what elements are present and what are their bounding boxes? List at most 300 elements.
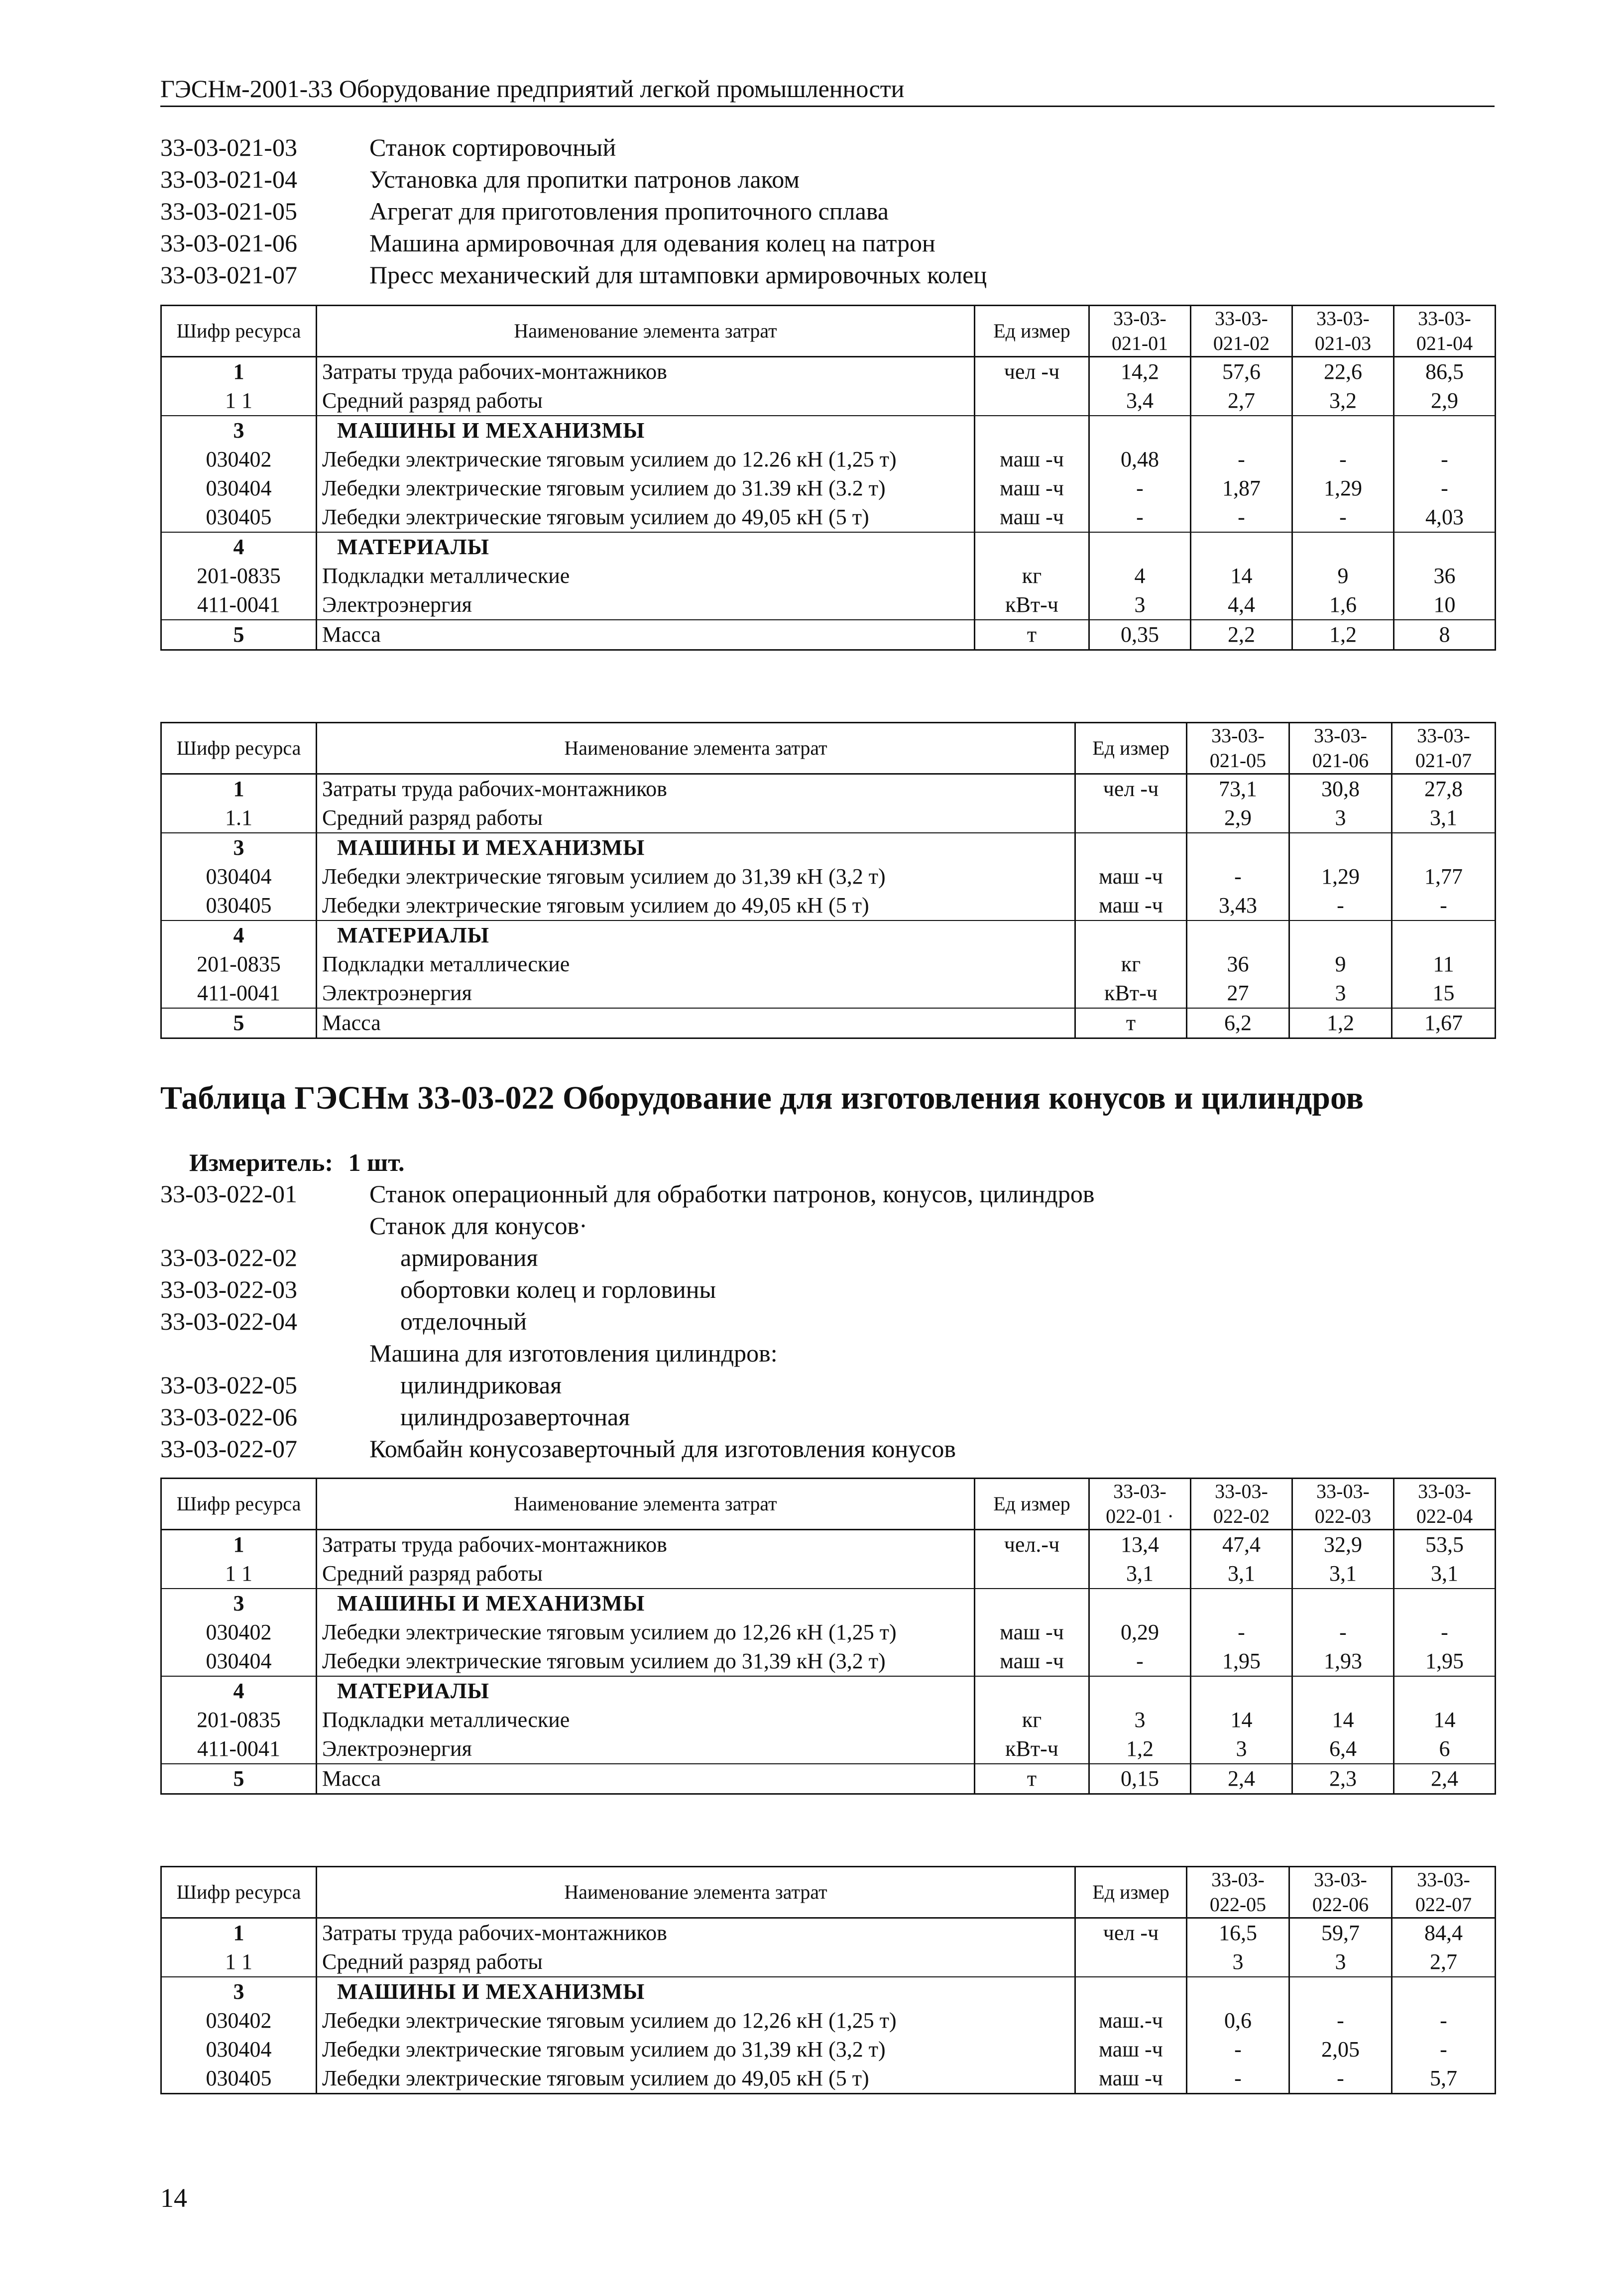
cell-unit: кг bbox=[1075, 950, 1187, 979]
cell-value: 2,05 bbox=[1289, 2035, 1392, 2064]
cell-value: 1,95 bbox=[1191, 1647, 1292, 1676]
cell-value bbox=[1089, 1589, 1191, 1618]
table-row bbox=[161, 891, 1496, 920]
cell-resource-code: 030404 bbox=[161, 1647, 317, 1676]
cell-unit bbox=[975, 1589, 1089, 1618]
list-item bbox=[160, 259, 987, 291]
cell-resource-code: 4 bbox=[161, 1676, 317, 1706]
cell-value: 3,1 bbox=[1394, 1559, 1496, 1589]
list-item-code: 33-03-022-02 bbox=[160, 1244, 297, 1271]
cell-value: 27 bbox=[1187, 979, 1289, 1008]
cell-value: - bbox=[1394, 1618, 1496, 1647]
list-item bbox=[160, 1433, 1094, 1465]
cell-value: 6,2 bbox=[1187, 1008, 1289, 1038]
cell-value: 84,4 bbox=[1392, 1918, 1496, 1948]
cell-value: 36 bbox=[1394, 562, 1496, 590]
cell-value bbox=[1394, 416, 1496, 445]
cell-value: 2,2 bbox=[1191, 620, 1292, 650]
header-norm-code bbox=[1394, 1479, 1496, 1530]
cell-value: 2,4 bbox=[1394, 1764, 1496, 1794]
cell-value: - bbox=[1292, 445, 1394, 474]
header-norm-code-suffix: 021-04 bbox=[1416, 332, 1473, 354]
cell-value: 3,1 bbox=[1292, 1559, 1394, 1589]
list-item bbox=[160, 163, 987, 195]
header-norm-code-prefix: 33-03- bbox=[1215, 1480, 1268, 1502]
cell-unit bbox=[1075, 1977, 1187, 2006]
meter-value: 1 шт. bbox=[348, 1148, 405, 1176]
cell-value: 3 bbox=[1289, 803, 1392, 833]
header-norm-code bbox=[1292, 306, 1394, 357]
cell-value: 3 bbox=[1089, 1706, 1191, 1734]
cell-value: - bbox=[1187, 2035, 1289, 2064]
cell-value bbox=[1187, 920, 1289, 950]
header-unit: Ед измер bbox=[975, 306, 1089, 357]
header-norm-code bbox=[1187, 1867, 1289, 1918]
list-item-code: 33-03-021-07 bbox=[160, 261, 297, 289]
table-row bbox=[161, 1647, 1496, 1676]
cell-resource-code: 030404 bbox=[161, 474, 317, 503]
header-norm-code-prefix: 33-03- bbox=[1211, 1868, 1265, 1891]
header-norm-code bbox=[1292, 1479, 1394, 1530]
list-item-desc: Установка для пропитки патронов лаком bbox=[369, 165, 800, 193]
header-norm-code-prefix: 33-03- bbox=[1417, 1868, 1470, 1891]
header-norm-code bbox=[1289, 1867, 1392, 1918]
cell-value: 14,2 bbox=[1089, 357, 1191, 387]
cell-value bbox=[1089, 416, 1191, 445]
list-item-code: 33-03-022-03 bbox=[160, 1275, 297, 1303]
cell-value: 11 bbox=[1392, 950, 1496, 979]
cell-value bbox=[1292, 416, 1394, 445]
header-code: Шифр ресурса bbox=[161, 1867, 317, 1918]
table-row bbox=[161, 2035, 1496, 2064]
cell-cost-name: Подкладки металлические bbox=[317, 950, 1075, 979]
cell-value: 3,4 bbox=[1089, 386, 1191, 416]
table-row bbox=[161, 1977, 1496, 2006]
header-code: Шифр ресурса bbox=[161, 1479, 317, 1530]
table-row bbox=[161, 1918, 1496, 1948]
cell-section-title: МАШИНЫ И МЕХАНИЗМЫ bbox=[317, 833, 1075, 862]
header-norm-code bbox=[1394, 306, 1496, 357]
table-row bbox=[161, 1618, 1496, 1647]
cell-resource-code: 5 bbox=[161, 1764, 317, 1794]
cell-resource-code: 1 bbox=[161, 1918, 317, 1948]
cell-value: - bbox=[1089, 503, 1191, 532]
resource-code-list-022 bbox=[160, 1178, 1094, 1465]
table-row bbox=[161, 950, 1496, 979]
header-unit: Ед измер bbox=[1075, 1867, 1187, 1918]
header-norm-code bbox=[1191, 1479, 1292, 1530]
cell-resource-code: 1 bbox=[161, 774, 317, 804]
cell-cost-name: Электроэнергия bbox=[317, 979, 1075, 1008]
cell-unit: маш -ч bbox=[1075, 862, 1187, 891]
cell-value: 2,3 bbox=[1292, 1764, 1394, 1794]
header-norm-code-suffix: 022-05 bbox=[1209, 1893, 1267, 1916]
cell-cost-name: Затраты труда рабочих-монтажников bbox=[317, 1918, 1075, 1948]
cell-value: 59,7 bbox=[1289, 1918, 1392, 1948]
resource-code-list-021 bbox=[160, 131, 987, 291]
cell-value: - bbox=[1292, 503, 1394, 532]
header-norm-code-suffix: 022-03 bbox=[1314, 1505, 1372, 1527]
cell-section-title: МАШИНЫ И МЕХАНИЗМЫ bbox=[317, 416, 975, 445]
norm-table-022-01-04 bbox=[160, 1478, 1496, 1795]
table-row bbox=[161, 562, 1496, 590]
cell-resource-code: 3 bbox=[161, 416, 317, 445]
cell-cost-name: Лебедки электрические тяговым усилием до 31,39 кН (3,2 т) bbox=[317, 2035, 1075, 2064]
cell-value: 4,03 bbox=[1394, 503, 1496, 532]
cell-value: 3 bbox=[1089, 590, 1191, 620]
header-norm-code-suffix: 022-02 bbox=[1213, 1505, 1270, 1527]
cell-unit: кВт-ч bbox=[1075, 979, 1187, 1008]
cell-resource-code: 030405 bbox=[161, 503, 317, 532]
table-row bbox=[161, 1734, 1496, 1764]
cell-resource-code: 3 bbox=[161, 1977, 317, 2006]
cell-value: 27,8 bbox=[1392, 774, 1496, 804]
list-item-code: 33-03-022-06 bbox=[160, 1403, 297, 1431]
list-item-desc: Пресс механический для штамповки армировочных колец bbox=[369, 261, 987, 289]
table-row bbox=[161, 1764, 1496, 1794]
table-row bbox=[161, 590, 1496, 620]
page-number: 14 bbox=[160, 2183, 187, 2213]
cell-resource-code: 030405 bbox=[161, 2064, 317, 2094]
cell-value: 2,9 bbox=[1187, 803, 1289, 833]
header-norm-code bbox=[1289, 723, 1392, 774]
cell-value: - bbox=[1191, 1618, 1292, 1647]
header-name: Наименование элемента затрат bbox=[317, 1479, 975, 1530]
cell-value: 2,7 bbox=[1191, 386, 1292, 416]
cell-resource-code: 1 bbox=[161, 357, 317, 387]
cell-unit: чел -ч bbox=[1075, 774, 1187, 804]
table-row bbox=[161, 2064, 1496, 2094]
cell-value: 3,1 bbox=[1191, 1559, 1292, 1589]
table-row bbox=[161, 1706, 1496, 1734]
cell-resource-code: 201-0835 bbox=[161, 950, 317, 979]
list-item bbox=[160, 1178, 1094, 1210]
list-item-desc: отделочный bbox=[400, 1307, 527, 1335]
cell-unit: т bbox=[975, 1764, 1089, 1794]
header-norm-code-prefix: 33-03- bbox=[1418, 1480, 1471, 1502]
cell-value bbox=[1191, 416, 1292, 445]
table-row bbox=[161, 386, 1496, 416]
header-norm-code-suffix: 022-07 bbox=[1415, 1893, 1472, 1916]
list-item bbox=[160, 1337, 1094, 1369]
cell-unit: т bbox=[975, 620, 1089, 650]
cell-resource-code: 030402 bbox=[161, 1618, 317, 1647]
cell-cost-name: Средний разряд работы bbox=[317, 386, 975, 416]
cell-section-title: МАШИНЫ И МЕХАНИЗМЫ bbox=[317, 1977, 1075, 2006]
list-item-code: 33-03-021-04 bbox=[160, 165, 297, 193]
cell-unit: чел.-ч bbox=[975, 1530, 1089, 1560]
header-norm-code-suffix: 021-01 bbox=[1111, 332, 1168, 354]
cell-resource-code: 5 bbox=[161, 620, 317, 650]
cell-value bbox=[1191, 1589, 1292, 1618]
header-norm-code bbox=[1392, 723, 1496, 774]
cell-unit: кВт-ч bbox=[975, 590, 1089, 620]
cell-value: - bbox=[1187, 862, 1289, 891]
table-row bbox=[161, 803, 1496, 833]
table-row bbox=[161, 1530, 1496, 1560]
table-row bbox=[161, 1008, 1496, 1038]
cell-value: - bbox=[1392, 2006, 1496, 2035]
cell-value bbox=[1392, 920, 1496, 950]
table-header-row bbox=[161, 1867, 1496, 1918]
list-item bbox=[160, 227, 987, 259]
cell-value: - bbox=[1089, 474, 1191, 503]
cell-cost-name: Лебедки электрические тяговым усилием до 49,05 кН (5 т) bbox=[317, 503, 975, 532]
header-norm-code-prefix: 33-03- bbox=[1316, 1480, 1370, 1502]
cell-unit: маш -ч bbox=[975, 503, 1089, 532]
cell-resource-code: 030402 bbox=[161, 2006, 317, 2035]
header-norm-code-prefix: 33-03- bbox=[1316, 307, 1370, 330]
header-norm-code-suffix: 021-02 bbox=[1213, 332, 1270, 354]
cell-value: - bbox=[1289, 891, 1392, 920]
cell-resource-code: 1.1 bbox=[161, 803, 317, 833]
cell-unit: чел -ч bbox=[975, 357, 1089, 387]
list-item bbox=[160, 131, 987, 163]
header-norm-code-suffix: 022-01 · bbox=[1106, 1505, 1174, 1527]
cell-unit bbox=[975, 386, 1089, 416]
cell-value: - bbox=[1394, 445, 1496, 474]
cell-value bbox=[1191, 1676, 1292, 1706]
cell-cost-name: Лебедки электрические тяговым усилием до 31,39 кН (3,2 т) bbox=[317, 862, 1075, 891]
list-item-desc: Агрегат для приготовления пропиточного сплава bbox=[369, 197, 889, 225]
table-row bbox=[161, 833, 1496, 862]
cell-value bbox=[1187, 1977, 1289, 2006]
cell-value: 1,2 bbox=[1292, 620, 1394, 650]
cell-cost-name: Электроэнергия bbox=[317, 1734, 975, 1764]
cell-cost-name: Лебедки электрические тяговым усилием до 49,05 кН (5 т) bbox=[317, 2064, 1075, 2094]
header-code: Шифр ресурса bbox=[161, 306, 317, 357]
header-norm-code-suffix: 021-05 bbox=[1209, 749, 1267, 772]
cell-value: 6 bbox=[1394, 1734, 1496, 1764]
cell-cost-name: Электроэнергия bbox=[317, 590, 975, 620]
cell-resource-code: 3 bbox=[161, 1589, 317, 1618]
cell-value: 3,2 bbox=[1292, 386, 1394, 416]
cell-unit: кг bbox=[975, 1706, 1089, 1734]
cell-unit: маш -ч bbox=[1075, 2064, 1187, 2094]
list-item-desc: Комбайн конусозаверточный для изготовления конусов bbox=[369, 1435, 956, 1463]
cell-resource-code: 1 1 bbox=[161, 386, 317, 416]
cell-resource-code: 3 bbox=[161, 833, 317, 862]
cell-section-title: МАШИНЫ И МЕХАНИЗМЫ bbox=[317, 1589, 975, 1618]
header-unit: Ед измер bbox=[1075, 723, 1187, 774]
header-norm-code-prefix: 33-03- bbox=[1215, 307, 1268, 330]
cell-unit: т bbox=[1075, 1008, 1187, 1038]
cell-value: 22,6 bbox=[1292, 357, 1394, 387]
header-norm-code-prefix: 33-03- bbox=[1113, 307, 1166, 330]
list-item bbox=[160, 1242, 1094, 1273]
table-row bbox=[161, 862, 1496, 891]
cell-value bbox=[1289, 833, 1392, 862]
cell-value: - bbox=[1292, 1618, 1394, 1647]
list-item-desc: Машина для изготовления цилиндров: bbox=[369, 1339, 778, 1367]
cell-value: - bbox=[1089, 1647, 1191, 1676]
cell-resource-code: 030402 bbox=[161, 445, 317, 474]
cell-unit bbox=[1075, 1948, 1187, 1977]
cell-value: 1,67 bbox=[1392, 1008, 1496, 1038]
cell-value bbox=[1392, 1977, 1496, 2006]
cell-value: 32,9 bbox=[1292, 1530, 1394, 1560]
cell-value: 1,93 bbox=[1292, 1647, 1394, 1676]
cell-value: 1,29 bbox=[1292, 474, 1394, 503]
list-item-code: 33-03-022-05 bbox=[160, 1371, 297, 1399]
cell-value: 10 bbox=[1394, 590, 1496, 620]
cell-value: - bbox=[1392, 2035, 1496, 2064]
table-row bbox=[161, 620, 1496, 650]
cell-value: 14 bbox=[1394, 1706, 1496, 1734]
cell-value: 16,5 bbox=[1187, 1918, 1289, 1948]
table-row bbox=[161, 416, 1496, 445]
table-row bbox=[161, 774, 1496, 804]
cell-value: 14 bbox=[1191, 1706, 1292, 1734]
header-norm-code bbox=[1089, 1479, 1191, 1530]
cell-cost-name: Затраты труда рабочих-монтажников bbox=[317, 774, 1075, 804]
cell-value: 0,48 bbox=[1089, 445, 1191, 474]
cell-value bbox=[1394, 1676, 1496, 1706]
cell-section-title: МАТЕРИАЛЫ bbox=[317, 1676, 975, 1706]
table-row bbox=[161, 920, 1496, 950]
meter-label: Измеритель: bbox=[189, 1148, 334, 1176]
table-header-row bbox=[161, 723, 1496, 774]
cell-value: 1,77 bbox=[1392, 862, 1496, 891]
header-norm-code-suffix: 022-06 bbox=[1312, 1893, 1369, 1916]
header-norm-code bbox=[1089, 306, 1191, 357]
header-code: Шифр ресурса bbox=[161, 723, 317, 774]
cell-value: 4,4 bbox=[1191, 590, 1292, 620]
header-name: Наименование элемента затрат bbox=[317, 1867, 1075, 1918]
cell-value: 3 bbox=[1191, 1734, 1292, 1764]
header-norm-code-suffix: 021-03 bbox=[1314, 332, 1372, 354]
cell-cost-name: Лебедки электрические тяговым усилием до 31.39 кН (3.2 т) bbox=[317, 474, 975, 503]
table-header-row bbox=[161, 1479, 1496, 1530]
list-item-desc: цилиндрозаверточная bbox=[400, 1403, 630, 1431]
cell-value: 14 bbox=[1292, 1706, 1394, 1734]
cell-value: 1,87 bbox=[1191, 474, 1292, 503]
cell-unit: маш -ч bbox=[975, 474, 1089, 503]
table-row bbox=[161, 357, 1496, 387]
table-row bbox=[161, 1676, 1496, 1706]
list-item-desc: цилиндриковая bbox=[400, 1371, 562, 1399]
cell-unit bbox=[1075, 803, 1187, 833]
list-item bbox=[160, 1210, 1094, 1242]
table-row bbox=[161, 1948, 1496, 1977]
list-item-desc: Станок сортировочный bbox=[369, 133, 616, 161]
cell-value: 0,6 bbox=[1187, 2006, 1289, 2035]
list-item-code: 33-03-022-01 bbox=[160, 1180, 297, 1208]
header-norm-code-prefix: 33-03- bbox=[1314, 724, 1367, 747]
cell-value: 1,6 bbox=[1292, 590, 1394, 620]
cell-resource-code: 4 bbox=[161, 532, 317, 562]
cell-cost-name: Лебедки электрические тяговым усилием до 49,05 кН (5 т) bbox=[317, 891, 1075, 920]
cell-resource-code: 030404 bbox=[161, 862, 317, 891]
cell-cost-name: Лебедки электрические тяговым усилием до 31,39 кН (3,2 т) bbox=[317, 1647, 975, 1676]
cell-value: 3,43 bbox=[1187, 891, 1289, 920]
header-name: Наименование элемента затрат bbox=[317, 723, 1075, 774]
cell-resource-code: 5 bbox=[161, 1008, 317, 1038]
cell-resource-code: 030405 bbox=[161, 891, 317, 920]
cell-value: - bbox=[1187, 2064, 1289, 2094]
cell-cost-name: Средний разряд работы bbox=[317, 803, 1075, 833]
norm-table-022-05-07 bbox=[160, 1866, 1496, 2094]
list-item bbox=[160, 1305, 1094, 1337]
cell-unit: маш -ч bbox=[975, 1618, 1089, 1647]
cell-value: 3 bbox=[1289, 979, 1392, 1008]
cell-resource-code: 1 1 bbox=[161, 1559, 317, 1589]
list-item-code bbox=[160, 1337, 369, 1369]
table-row bbox=[161, 445, 1496, 474]
cell-value bbox=[1289, 1977, 1392, 2006]
cell-value: - bbox=[1289, 2006, 1392, 2035]
cell-cost-name: Затраты труда рабочих-монтажников bbox=[317, 357, 975, 387]
cell-value bbox=[1394, 532, 1496, 562]
header-norm-code-prefix: 33-03- bbox=[1417, 724, 1470, 747]
cell-resource-code: 1 1 bbox=[161, 1948, 317, 1977]
cell-value: 0,29 bbox=[1089, 1618, 1191, 1647]
cell-cost-name: Средний разряд работы bbox=[317, 1559, 975, 1589]
table-row bbox=[161, 503, 1496, 532]
cell-value: 1,2 bbox=[1089, 1734, 1191, 1764]
cell-unit bbox=[1075, 920, 1187, 950]
cell-value: 4 bbox=[1089, 562, 1191, 590]
header-norm-code-suffix: 022-04 bbox=[1416, 1505, 1473, 1527]
cell-value bbox=[1089, 532, 1191, 562]
cell-value: 13,4 bbox=[1089, 1530, 1191, 1560]
cell-unit bbox=[975, 1676, 1089, 1706]
cell-cost-name: Масса bbox=[317, 620, 975, 650]
cell-value: - bbox=[1392, 891, 1496, 920]
list-item-code bbox=[160, 1210, 369, 1242]
cell-value: 9 bbox=[1292, 562, 1394, 590]
cell-value: 3 bbox=[1187, 1948, 1289, 1977]
cell-value: - bbox=[1394, 474, 1496, 503]
table-row bbox=[161, 1559, 1496, 1589]
cell-unit: маш -ч bbox=[975, 445, 1089, 474]
cell-value: 53,5 bbox=[1394, 1530, 1496, 1560]
table-row bbox=[161, 1589, 1496, 1618]
cell-value bbox=[1394, 1589, 1496, 1618]
header-norm-code bbox=[1392, 1867, 1496, 1918]
header-norm-code-prefix: 33-03- bbox=[1113, 1480, 1166, 1502]
cell-value: 0,15 bbox=[1089, 1764, 1191, 1794]
list-item-desc: Машина армировочная для одевания колец на патрон bbox=[369, 229, 935, 257]
cell-value: 73,1 bbox=[1187, 774, 1289, 804]
cell-resource-code: 030404 bbox=[161, 2035, 317, 2064]
cell-cost-name: Средний разряд работы bbox=[317, 1948, 1075, 1977]
header-unit: Ед измер bbox=[975, 1479, 1089, 1530]
cell-cost-name: Лебедки электрические тяговым усилием до 12,26 кН (1,25 т) bbox=[317, 1618, 975, 1647]
cell-unit bbox=[975, 532, 1089, 562]
header-norm-code-prefix: 33-03- bbox=[1314, 1868, 1367, 1891]
cell-value: 6,4 bbox=[1292, 1734, 1394, 1764]
list-item-desc: Станок операционный для обработки патронов, конусов, цилиндров bbox=[369, 1180, 1095, 1208]
header-norm-code bbox=[1191, 306, 1292, 357]
cell-value bbox=[1292, 532, 1394, 562]
cell-value bbox=[1292, 1676, 1394, 1706]
cell-value: 3,1 bbox=[1089, 1559, 1191, 1589]
list-item-code: 33-03-021-06 bbox=[160, 229, 297, 257]
cell-resource-code: 411-0041 bbox=[161, 979, 317, 1008]
cell-value: 15 bbox=[1392, 979, 1496, 1008]
header-norm-code-prefix: 33-03- bbox=[1211, 724, 1265, 747]
cell-cost-name: Подкладки металлические bbox=[317, 562, 975, 590]
cell-value bbox=[1187, 833, 1289, 862]
page-header: ГЭСНм-2001-33 Оборудование предприятий легкой промышленности bbox=[160, 73, 1495, 107]
list-item-code: 33-03-021-03 bbox=[160, 133, 297, 161]
list-item bbox=[160, 1401, 1094, 1433]
cell-unit: кг bbox=[975, 562, 1089, 590]
cell-value bbox=[1089, 1676, 1191, 1706]
list-item-code: 33-03-022-04 bbox=[160, 1307, 297, 1335]
cell-resource-code: 1 bbox=[161, 1530, 317, 1560]
